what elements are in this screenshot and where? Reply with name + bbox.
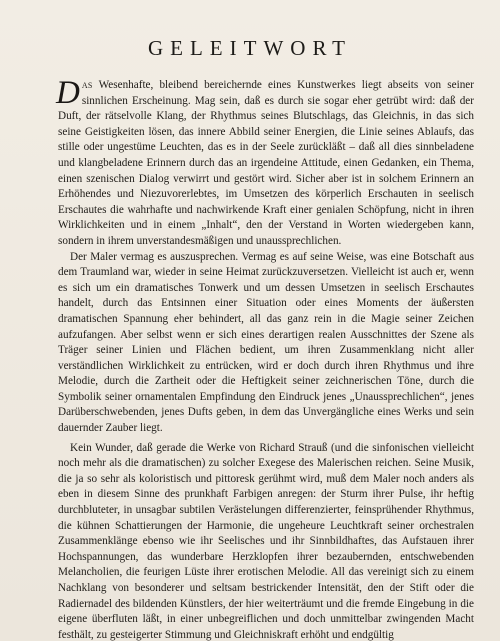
drop-cap: D	[56, 75, 80, 111]
drop-cap-continuation: as	[81, 79, 93, 91]
paragraph-2: Der Maler vermag es auszusprechen. Vermag es auf seine Weise, was eine Botschaft aus dem Traumland war, wieder in seine Heimat zurückzuversetzen. Vielleicht ist auch er, wenn es sich um ein dramatisches Tonwerk und um dessen Umsetzen in seelisch Erschautes handelt, durch das Entsinnen einer Situation oder eines Moments der äußersten dramatischen Spannung eher behindert, all das ganz rein in die Magie seiner Zeichen aufzufangen. Aber selbst wenn er sich eines derartigen realen Ausschnittes der Szene als Träger seiner Linien und Flächen bedient, um ihren Zusammenklang nicht aller verständlichen Wirklichkeit zu entrücken, wird er doch durch ihren Rhythmus und ihre Melodie, durch die Zartheit oder die Heftigkeit seiner zeichnerischen Töne, durch die Symbolik seiner ornamentalen Empfindung den Eindruck jenes „Unaussprechlichen“, jenes Darüberschwebenden, jenes Dufts geben, in dem das Unvergängliche eines Werks und sein dauernder Zauber liegt.	[58, 250, 474, 435]
paragraph-1	[56, 75, 474, 250]
paragraph-3: Kein Wunder, daß gerade die Werke von Richard Strauß (und die sinfonischen vielleicht noch mehr als die dramatischen) zu solcher Exegese des Malerischen reichen. Seine Musik, die ja so sehr als koloristisch und pittoresk gerühmt wird, muß dem Maler noch anders als eben in diesem Sinne des prunkhaft Farbigen anregen: der Sturm ihrer Pulse, ihr heftig durchbluteter, in unsagbar subtilen Verästelungen differenzierter, feinsprühender Rhythmus, die kühnen Schattierungen der Harmonie, die ungeheure Leuchtkraft seiner orchestralen Zusammenklänge ebenso wie ihr Seelisches und ihr Sinnbildhaftes, das Aufstauen ihrer Hochspannungen, das wunderbare Herzklopfen ihrer bezaubernden, entschwebenden Melancholien, die feurigen Lüste ihrer erotischen Melodie. All das vereinigt sich zu einem Nachklang von besonderer und seltsam bestrickender Intensität, den der Stift oder die Radiernadel des bildenden Künstlers, der hier weiterträumt und die fremde Eingebung in die eigene überfluten läßt, in einer unbegreiflichen und doch unmittelbar zwingenden Macht festhält, zu gesteigerter Stimmung und Gleichniskraft erhöht und endgültig	[58, 441, 474, 641]
body-text	[56, 75, 474, 641]
page-title: GELEITWORT	[147, 36, 353, 60]
paragraph-1-text: Wesenhafte, bleibend bereichernde eines Kunstwerkes liegt abseits von seiner sinnlichen Erscheinung. Mag sein, daß es durch sie sogar eher getrübt wird: daß der Duft, der rätselvolle Klang, der Rhythmus seines Blutschlags, das Gleichnis, in das sich seine Geistigkeiten lösen, das innere Abbild seiner Energien, die Linie seines Ablaufs, das stille oder ungestüme Leuchten, das es in der Seele zurückläßt – daß all dies sinnbeladene und klangbeladene Erinnern durch das an irgendeine Attitude, einen Gedanken, ein Thema, einen szenischen Dialog verwirrt und gestört wird. Sicher aber ist in solchem Erinnern an Erhöhendes und Niezuvorerlebtes, im Umsetzen des körperlich Erschauten in seelisch Erschautes die wahrhafte und nachwirkende Kraft einer genialen Schöpfung, nicht in ihren Wirklichkeiten und in einem „Inhalt“, den der Verstand in Worten wiedergeben kann, sondern in ihrem unverstandesmäßigen und unaussprechlichen.	[58, 79, 474, 247]
